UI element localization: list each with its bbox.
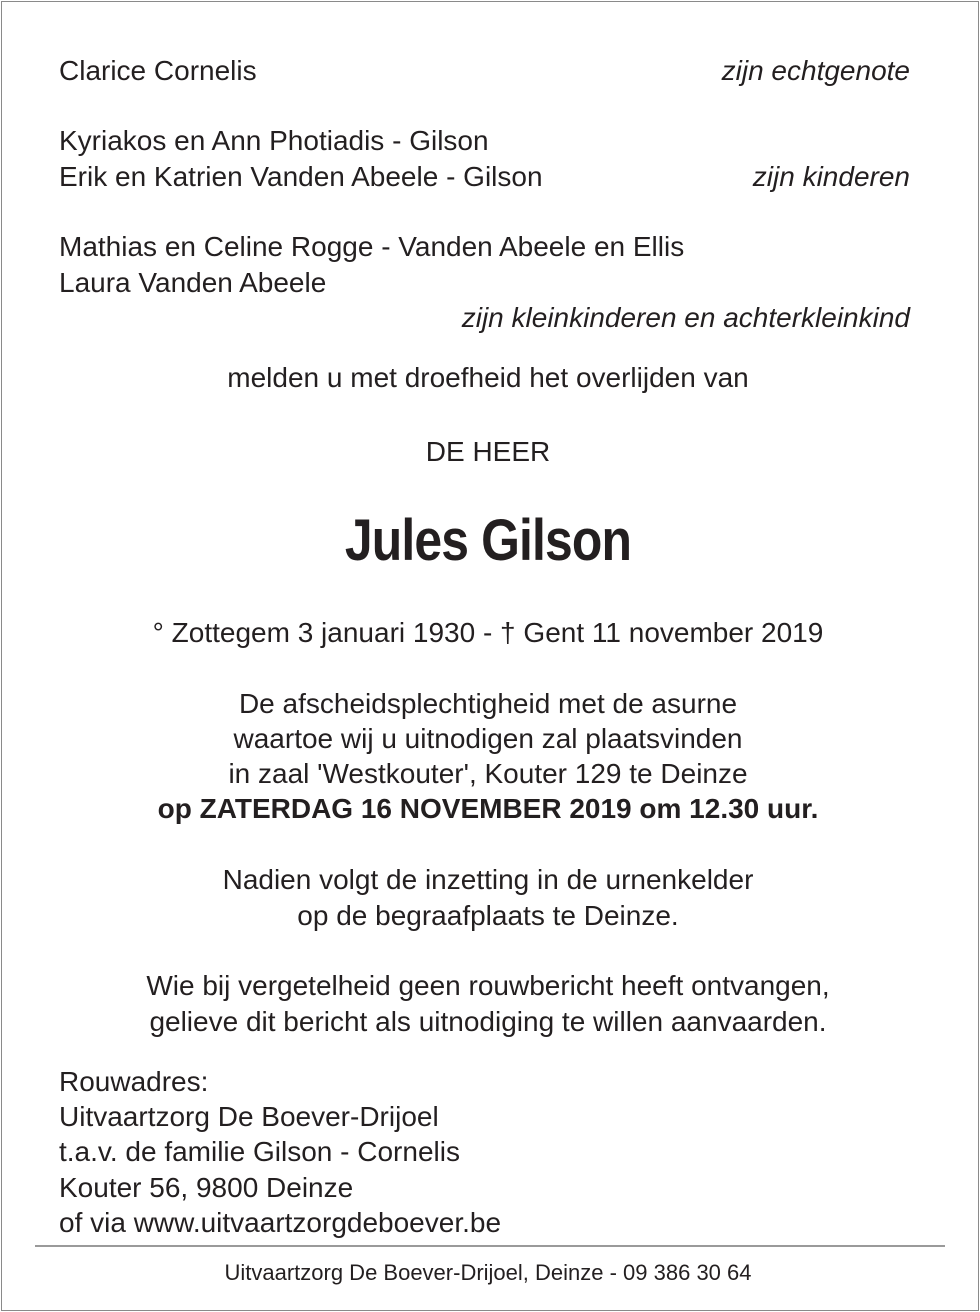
honorific-title: DE HEER bbox=[425, 436, 551, 467]
address-line: Kouter 56, 9800 Deinze bbox=[59, 1172, 354, 1203]
address-line: Uitvaartzorg De Boever-Drijoel bbox=[59, 1101, 439, 1132]
notice-line: Wie bij vergetelheid geen rouwbericht heeft ontvangen, bbox=[146, 970, 830, 1001]
footer-divider bbox=[35, 1245, 945, 1247]
footer-contact: Uitvaartzorg De Boever-Drijoel, Deinze - 09 386 30 64 bbox=[224, 1260, 752, 1285]
ceremony-line: in zaal 'Westkouter', Kouter 129 te Deinze bbox=[228, 758, 748, 789]
announcement-intro: melden u met droefheid het overlijden van bbox=[227, 362, 749, 393]
address-line: t.a.v. de familie Gilson - Cornelis bbox=[59, 1136, 460, 1167]
address-website: of via www.uitvaartzorgdeboever.be bbox=[59, 1207, 502, 1238]
ceremony-line: waartoe wij u uitnodigen zal plaatsvinden bbox=[233, 723, 743, 754]
grandchild-name: Mathias en Celine Rogge - Vanden Abeele en Ellis bbox=[59, 231, 685, 262]
ceremony-line: De afscheidsplechtigheid met de asurne bbox=[238, 688, 738, 719]
notice-line: gelieve dit bericht als uitnodiging te willen aanvaarden. bbox=[149, 1006, 827, 1037]
spouse-name: Clarice Cornelis bbox=[59, 55, 257, 86]
grandchildren-relation: zijn kleinkinderen en achterkleinkind bbox=[461, 302, 910, 333]
burial-line: Nadien volgt de inzetting in de urnenkelder bbox=[222, 864, 754, 895]
child-name: Kyriakos en Ann Photiadis - Gilson bbox=[59, 125, 489, 156]
child-name: Erik en Katrien Vanden Abeele - Gilson bbox=[59, 161, 543, 192]
burial-line: op de begraafplaats te Deinze. bbox=[297, 900, 679, 931]
ceremony-date-time: op ZATERDAG 16 NOVEMBER 2019 om 12.30 uur. bbox=[157, 793, 819, 824]
children-relation: zijn kinderen bbox=[752, 161, 910, 192]
birth-death-dates: ° Zottegem 3 januari 1930 - † Gent 11 november 2019 bbox=[152, 617, 824, 648]
address-label: Rouwadres: bbox=[59, 1066, 209, 1097]
grandchild-name: Laura Vanden Abeele bbox=[59, 267, 327, 298]
deceased-name: Jules Gilson bbox=[344, 508, 632, 573]
spouse-relation: zijn echtgenote bbox=[721, 55, 910, 86]
